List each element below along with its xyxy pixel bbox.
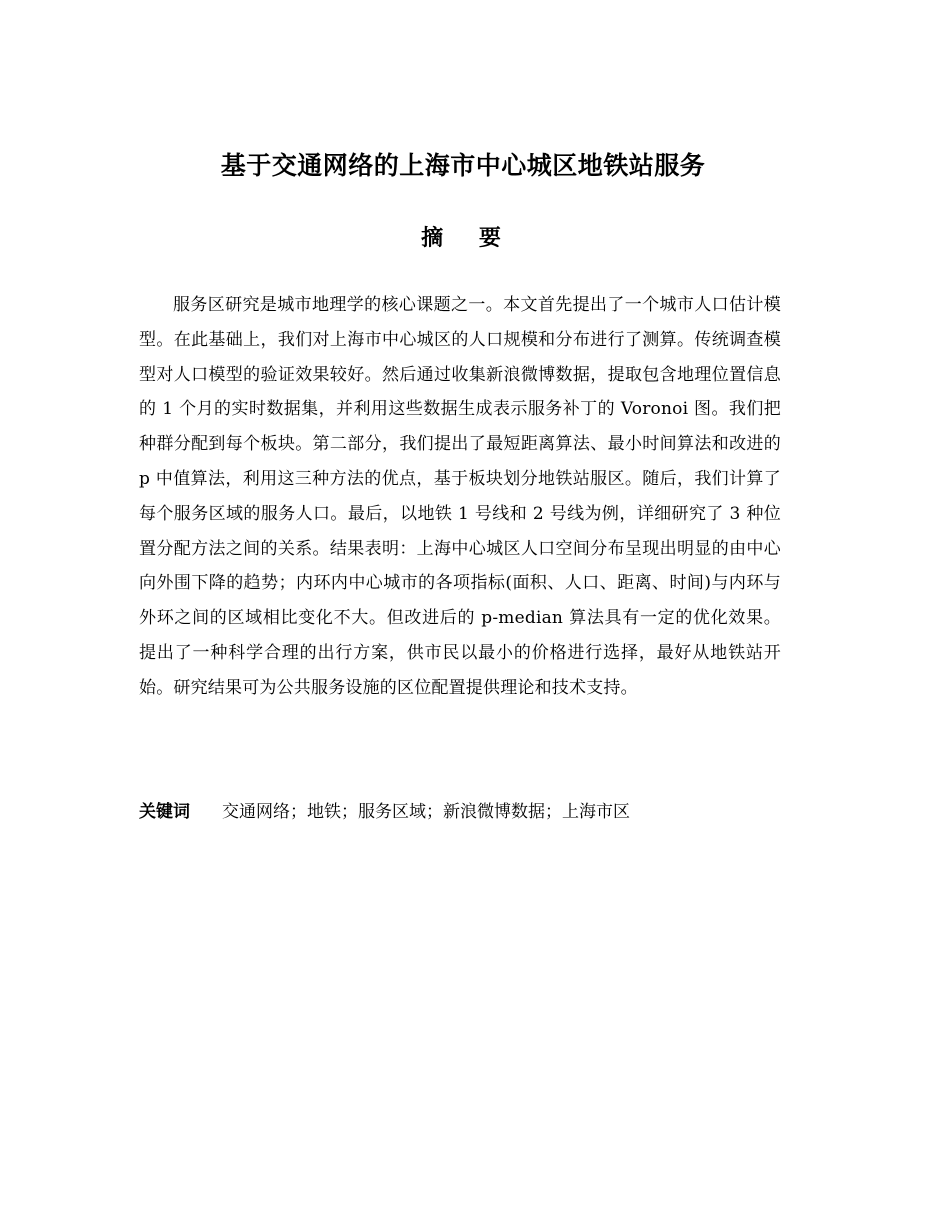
keywords-line	[139, 796, 781, 828]
keywords-label: 关键词	[139, 802, 190, 822]
keywords-list: 交通网络；地铁；服务区域；新浪微博数据；上海市区	[222, 802, 630, 822]
abstract-paragraph: 服务区研究是城市地理学的核心课题之一。本文首先提出了一个城市人口估计模型。在此基础上，我们对上海市中心城区的人口规模和分布进行了测算。传统调查模型对人口模型的验证效果较好。然后通过收集新浪微博数据，提取包含地理位置信息的 1 个月的实时数据集，并利用这些数据生成表示服务补丁的 Voronoi 图。我们把种群分配到每个板块。第二部分，我们提出了最短距离算法、最小时间算法和改进的 p 中值算法，利用这三种方法的优点，基于板块划分地铁站服区。随后，我们计算了每个服务区域的服务人口。最后，以地铁 1 号线和 2 号线为例，详细研究了 3 种位置分配方法之间的关系。结果表明：上海中心城区人口空间分布呈现出明显的由中心向外围下降的趋势；内环内中心城市的各项指标(面积、人口、距离、时间)与内环与外环之间的区域相比变化不大。但改进后的 p-median 算法具有一定的优化效果。提出了一种科学合理的出行方案，供市民以最小的价格进行选择，最好从地铁站开始。研究结果可为公共服务设施的区位配置提供理论和技术支持。	[139, 295, 781, 698]
abstract-heading: 摘 要	[421, 226, 515, 251]
document-title: 基于交通网络的上海市中心城区地铁站服务	[220, 151, 706, 180]
